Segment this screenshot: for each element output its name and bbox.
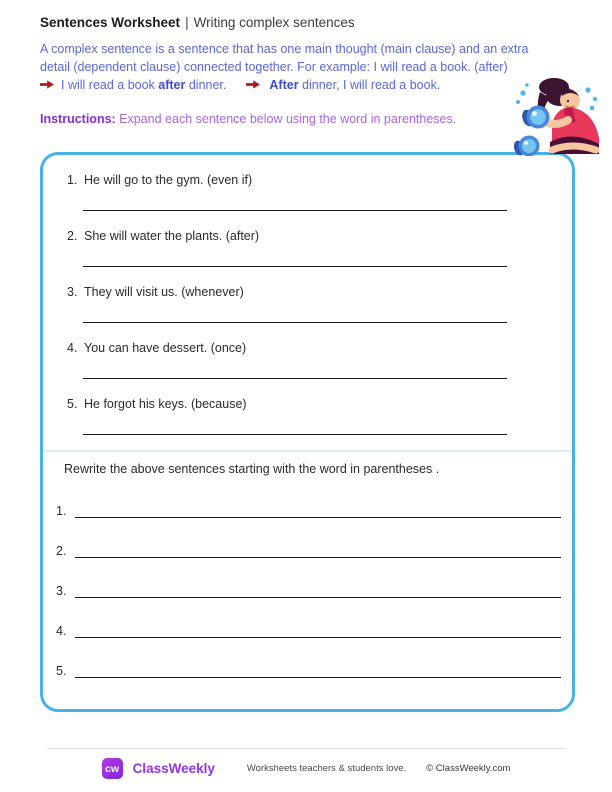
intro-line-2: detail (dependent clause) connected together. For example: I will read a book. (after) bbox=[40, 59, 508, 74]
example-1-keyword: after bbox=[158, 78, 186, 92]
intro-line-1: A complex sentence is a sentence that has one main thought (main clause) and an extra bbox=[40, 42, 529, 56]
answer-blank-line bbox=[83, 210, 507, 211]
answer-blank-line bbox=[83, 434, 507, 435]
instructions-label: Instructions: bbox=[40, 112, 116, 126]
footer-brand: ClassWeekly bbox=[132, 761, 215, 776]
sentence-item bbox=[67, 285, 244, 299]
footer-tagline: Worksheets teachers & students love. bbox=[246, 763, 407, 774]
rewrite-row bbox=[56, 504, 561, 518]
answer-blank-line bbox=[83, 378, 507, 379]
section-divider bbox=[43, 450, 572, 452]
person-lifting-dumbbells-illustration bbox=[506, 76, 606, 156]
item-text: They will visit us. (whenever) bbox=[84, 285, 244, 299]
rewrite-prompt: Rewrite the above sentences starting with the word in parentheses . bbox=[64, 462, 440, 476]
rewrite-row bbox=[56, 544, 561, 558]
rewrite-number: 4. bbox=[56, 624, 67, 638]
intro-example-row bbox=[40, 77, 529, 95]
rewrite-row bbox=[56, 664, 561, 678]
example-1-post: dinner. bbox=[185, 78, 227, 92]
answer-blank-line bbox=[83, 322, 507, 323]
item-text: He will go to the gym. (even if) bbox=[84, 173, 253, 187]
page-title bbox=[40, 15, 355, 30]
title-separator: | bbox=[185, 15, 189, 30]
worksheet-box bbox=[40, 152, 575, 712]
sentence-item bbox=[67, 341, 246, 355]
page-title-subtitle: Writing complex sentences bbox=[193, 15, 355, 30]
item-number: 5. bbox=[67, 397, 78, 411]
sentence-item bbox=[67, 397, 247, 411]
item-number: 4. bbox=[67, 341, 78, 355]
arrow-right-icon bbox=[40, 77, 54, 95]
sentence-item bbox=[67, 229, 259, 243]
intro-paragraph bbox=[40, 41, 529, 95]
example-1-pre: I will read a book bbox=[61, 78, 159, 92]
item-number: 3. bbox=[67, 285, 78, 299]
page-title-main: Sentences Worksheet bbox=[40, 15, 181, 30]
classweekly-logo-icon: cw bbox=[102, 758, 123, 779]
item-number: 1. bbox=[67, 173, 78, 187]
rewrite-blank-line bbox=[75, 504, 561, 518]
item-text: He forgot his keys. (because) bbox=[84, 397, 247, 411]
rewrite-number: 1. bbox=[56, 504, 67, 518]
arrow-right-icon bbox=[246, 77, 260, 95]
instructions-text: Expand each sentence below using the word in parentheses. bbox=[115, 112, 457, 126]
rewrite-number: 5. bbox=[56, 664, 67, 678]
rewrite-number: 2. bbox=[56, 544, 67, 558]
footer-divider bbox=[47, 748, 565, 749]
example-2-keyword: After bbox=[269, 78, 299, 92]
item-text: You can have dessert. (once) bbox=[84, 341, 247, 355]
rewrite-blank-line bbox=[75, 624, 561, 638]
item-text: She will water the plants. (after) bbox=[84, 229, 260, 243]
item-number: 2. bbox=[67, 229, 78, 243]
footer bbox=[0, 758, 612, 779]
rewrite-blank-line bbox=[75, 544, 561, 558]
rewrite-blank-line bbox=[75, 584, 561, 598]
sentence-item bbox=[67, 173, 252, 187]
rewrite-row bbox=[56, 584, 561, 598]
instructions-line bbox=[40, 112, 456, 126]
rewrite-number: 3. bbox=[56, 584, 67, 598]
answer-blank-line bbox=[83, 266, 507, 267]
rewrite-blank-line bbox=[75, 664, 561, 678]
rewrite-row bbox=[56, 624, 561, 638]
footer-copyright: © ClassWeekly.com bbox=[426, 763, 511, 774]
example-2-post: dinner, I will read a book. bbox=[298, 78, 441, 92]
